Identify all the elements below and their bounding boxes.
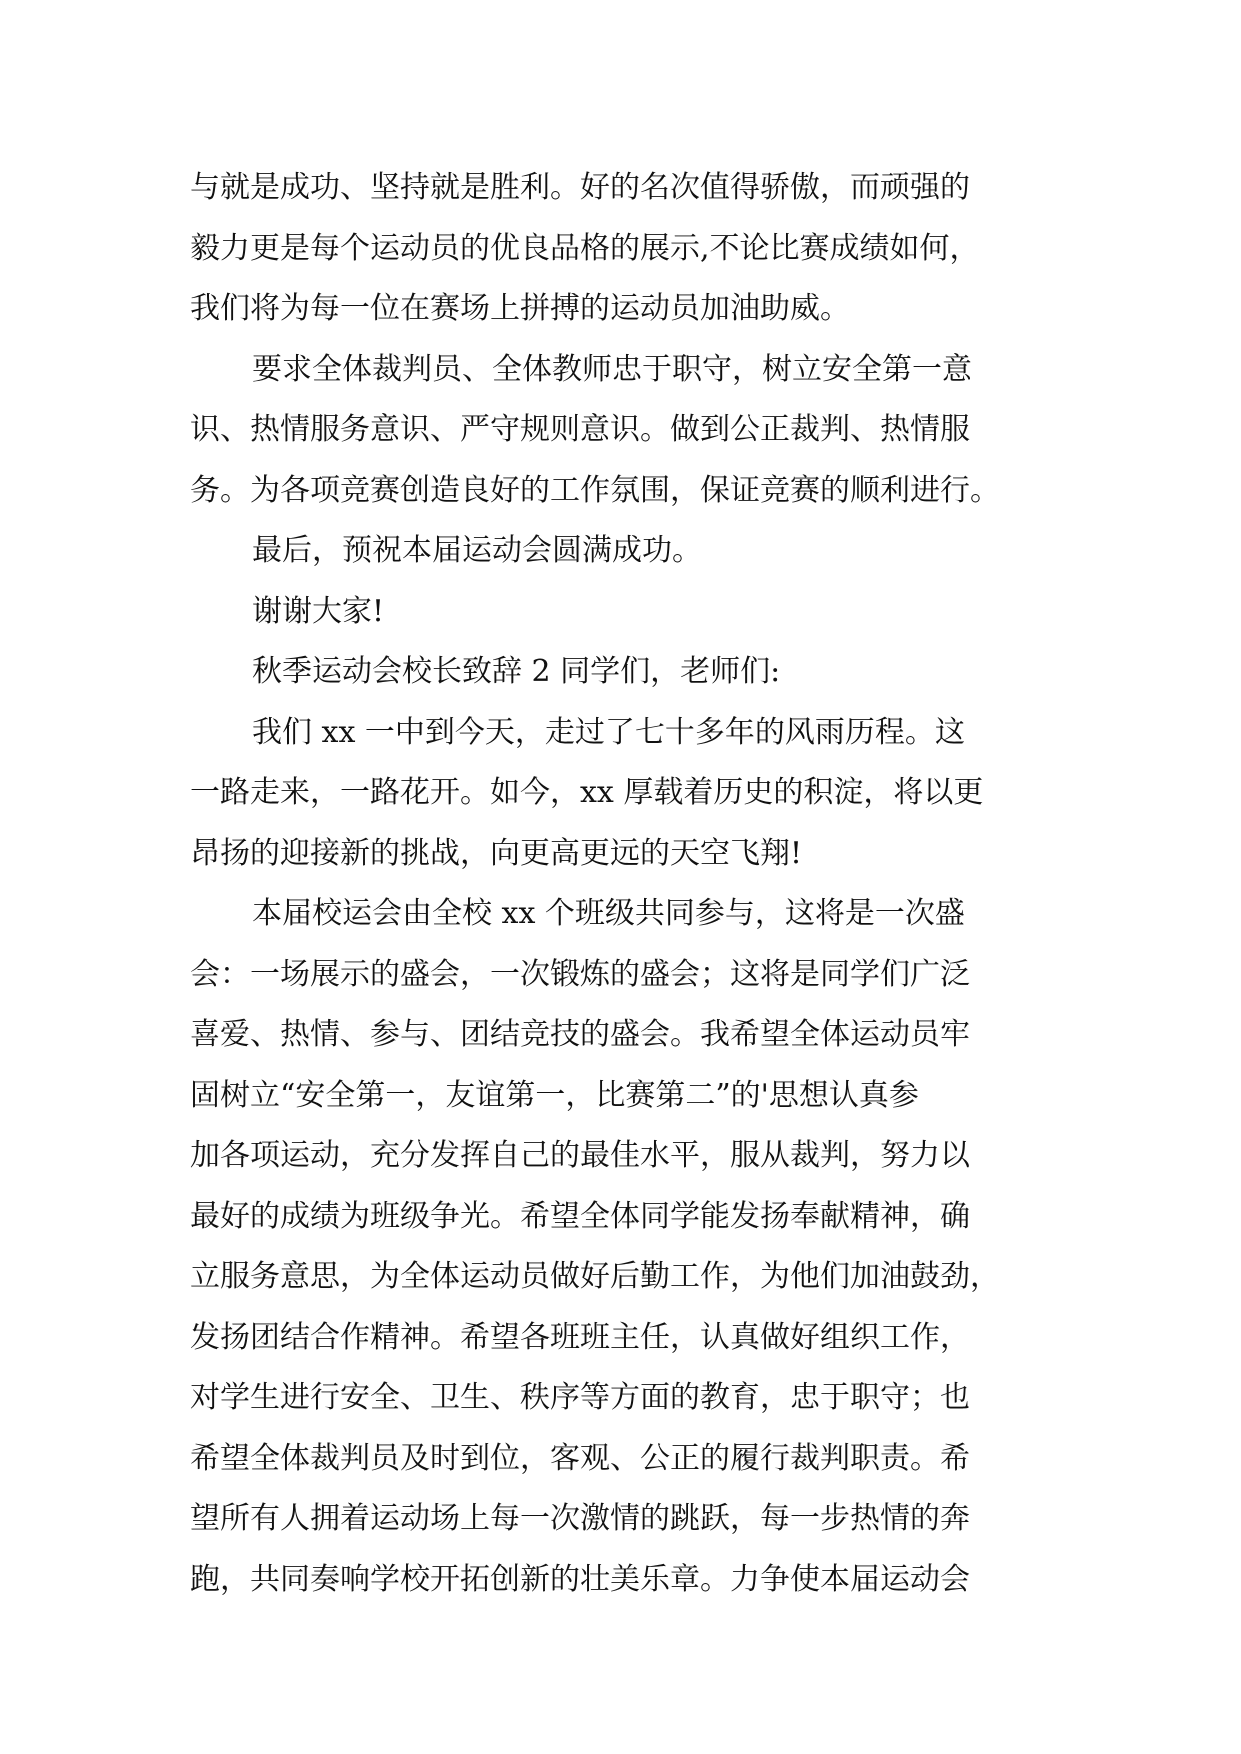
text-line: 我们将为每一位在赛场上拼搏的运动员加油助威。 [190,291,850,326]
text-line: 务。为各项竞赛创造良好的工作氛围，保证竞赛的顺利进行。 [190,472,1000,508]
text-line: 一路走来，一路花开。如今，xx 厚载着历史的积淀，将以更 [190,775,984,810]
text-line: 发扬团结合作精神。希望各班班主任，认真做好组织工作， [190,1319,970,1355]
text-line: 本届校运会由全校 xx 个班级共同参与，这将是一次盛 [252,896,965,931]
text-line: 要求全体裁判员、全体教师忠于职守，树立安全第一意 [252,351,972,387]
text-line: 昂扬的迎接新的挑战，向更高更远的天空飞翔! [190,835,803,871]
text-line: 希望全体裁判员及时到位，客观、公正的履行裁判职责。希 [190,1440,970,1476]
text-line: 会：一场展示的盛会，一次锻炼的盛会；这将是同学们广泛 [190,956,970,992]
text-line: 识、热情服务意识、严守规则意识。做到公正裁判、热情服 [190,412,970,447]
text-line: 对学生进行安全、卫生、秩序等方面的教育，忠于职守；也 [190,1380,970,1415]
text-line: 喜爱、热情、参与、团结竞技的盛会。我希望全体运动员牢 [190,1017,970,1052]
text-line: 最好的成绩为班级争光。希望全体同学能发扬奉献精神，确 [190,1198,970,1234]
text-line: 最后，预祝本届运动会圆满成功。 [252,533,702,568]
text-line: 谢谢大家! [252,593,385,629]
text-line: 我们 xx 一中到今天，走过了七十多年的风雨历程。这 [252,714,965,750]
text-line: 望所有人拥着运动场上每一次激情的跳跃，每一步热情的奔 [190,1501,970,1536]
text-line: 跑，共同奏响学校开拓创新的壮美乐章。力争使本届运动会 [190,1561,970,1597]
text-line: 固树立“安全第一，友谊第一，比赛第二”的'思想认真参 [190,1077,919,1113]
text-line: 加各项运动，充分发挥自己的最佳水平，服从裁判，努力以 [190,1138,970,1173]
text-line: 毅力更是每个运动员的优良品格的展示,不论比赛成绩如何， [190,230,980,266]
text-line: 与就是成功、坚持就是胜利。好的名次值得骄傲，而顽强的 [190,170,970,205]
text-line: 立服务意思，为全体运动员做好后勤工作，为他们加油鼓劲， [190,1259,1000,1294]
section-heading: 秋季运动会校长致辞 2 同学们，老师们: [252,654,781,689]
document-body [190,158,1090,1610]
